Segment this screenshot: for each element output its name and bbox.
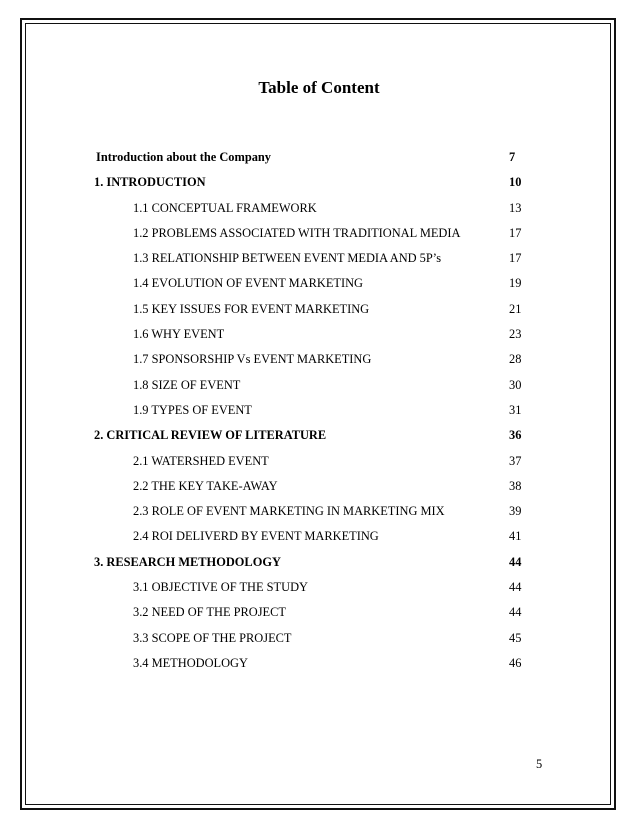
toc-entry-label: 3. RESEARCH METHODOLOGY (94, 554, 281, 569)
toc-entry-label: 3.1 OBJECTIVE OF THE STUDY (133, 580, 308, 595)
toc-entry-label: Introduction about the Company (96, 150, 271, 164)
toc-entry-page: 17 (509, 251, 522, 266)
toc-entry (94, 579, 534, 604)
toc-entry-page: 7 (509, 150, 516, 164)
toc-entry-label: 1.9 TYPES OF EVENT (133, 402, 252, 417)
toc-entry (94, 655, 534, 680)
toc-entry-label: 1.3 RELATIONSHIP BETWEEN EVENT MEDIA AND 5P’s (133, 251, 442, 266)
toc-entry-page: 21 (509, 301, 522, 316)
toc-entry (94, 351, 534, 376)
toc-entry (94, 250, 534, 275)
toc-entry-page: 39 (509, 504, 522, 519)
toc-entry-page: 41 (509, 529, 522, 544)
toc-entry-label: 1.5 KEY ISSUES FOR EVENT MARKETING (133, 301, 370, 316)
toc-entry-page: 44 (509, 580, 522, 595)
toc-entry (94, 630, 534, 655)
page-number: 5 (536, 757, 543, 771)
toc-entry-page: 28 (509, 352, 522, 367)
toc-entry-label: 1.4 EVOLUTION OF EVENT MARKETING (133, 276, 364, 291)
toc-entry-label: 2.1 WATERSHED EVENT (133, 453, 269, 468)
toc-entry (94, 200, 534, 225)
toc-entry-page: 10 (509, 175, 522, 190)
toc-entry (94, 149, 534, 174)
toc-entry-label: 1.1 CONCEPTUAL FRAMEWORK (133, 200, 317, 215)
toc-entry-page: 31 (509, 402, 522, 417)
toc-entry (94, 225, 534, 250)
toc-entry-page: 38 (509, 478, 522, 493)
toc-entry (94, 453, 534, 478)
toc-entry-label: 3.2 NEED OF THE PROJECT (133, 605, 286, 620)
page-title: Table of Content (258, 78, 380, 97)
toc-entry-page: 17 (509, 225, 522, 240)
toc-entry-page: 19 (509, 276, 522, 291)
toc-entry (94, 478, 534, 503)
toc-entry-label: 1.7 SPONSORSHIP Vs EVENT MARKETING (133, 352, 372, 367)
toc-entry-page: 30 (509, 377, 522, 392)
toc-entry (94, 326, 534, 351)
toc-entry-label: 2.3 ROLE OF EVENT MARKETING IN MARKETING MIX (133, 504, 445, 519)
table-of-contents (94, 149, 534, 680)
toc-entry (94, 275, 534, 300)
toc-entry-page: 13 (509, 200, 522, 215)
toc-entry (94, 528, 534, 553)
toc-entry-page: 37 (509, 453, 522, 468)
toc-entry (94, 604, 534, 629)
toc-entry-label: 3.4 METHODOLOGY (133, 655, 248, 670)
toc-entry (94, 402, 534, 427)
toc-entry-page: 46 (509, 655, 522, 670)
toc-entry-label: 2. CRITICAL REVIEW OF LITERATURE (94, 428, 327, 443)
toc-entry-label: 1.8 SIZE OF EVENT (133, 377, 241, 392)
toc-entry (94, 554, 534, 579)
toc-entry-label: 3.3 SCOPE OF THE PROJECT (133, 630, 292, 645)
toc-entry-label: 2.4 ROI DELIVERD BY EVENT MARKETING (133, 529, 379, 544)
toc-entry (94, 503, 534, 528)
toc-entry-label: 1.2 PROBLEMS ASSOCIATED WITH TRADITIONAL MEDIA (133, 225, 461, 240)
toc-entry-page: 45 (509, 630, 522, 645)
toc-entry (94, 427, 534, 452)
toc-entry-page: 36 (509, 428, 522, 443)
toc-entry-page: 44 (509, 605, 522, 620)
toc-entry (94, 377, 534, 402)
toc-entry-label: 1.6 WHY EVENT (133, 327, 225, 342)
toc-entry-label: 1. INTRODUCTION (94, 175, 206, 190)
toc-entry-page: 23 (509, 327, 522, 342)
toc-entry-page: 44 (509, 554, 522, 569)
toc-entry-label: 2.2 THE KEY TAKE-AWAY (133, 478, 278, 493)
toc-entry (94, 174, 534, 199)
toc-entry (94, 301, 534, 326)
